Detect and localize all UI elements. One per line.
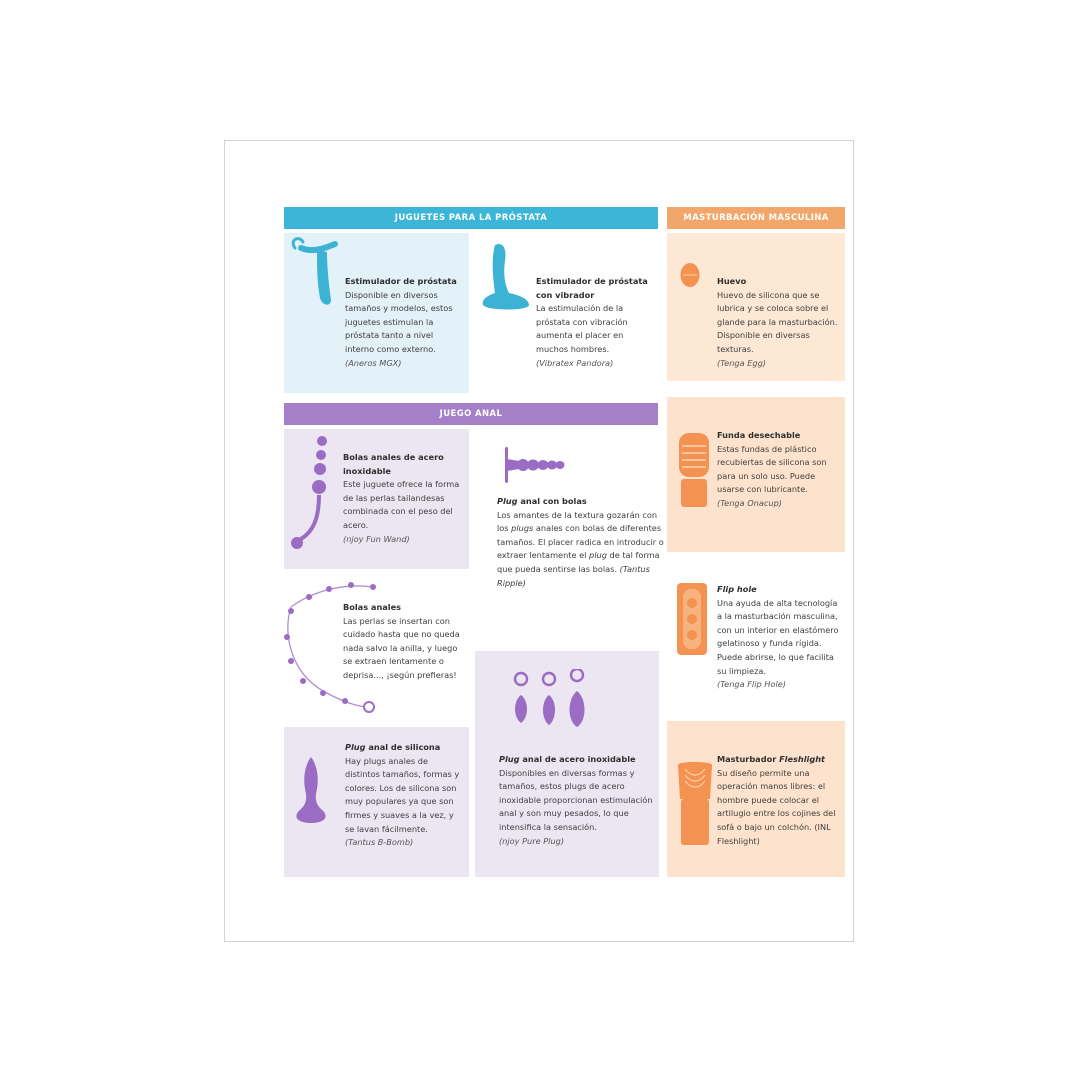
vibrating-prostate-stimulator-source: (Vibratex Pandora) xyxy=(536,357,614,368)
beaded-plug-title: Plug anal con bolas xyxy=(497,496,587,506)
fleshlight-body: Su diseño permite una operación manos libres: el hombre puede colocar el artilugio entre los cojines del sofá o bajo un colchón. xyxy=(717,767,836,832)
anal-play-header: JUEGO ANAL xyxy=(284,403,658,425)
silicone-plug-source: (Tantus B-Bomb) xyxy=(345,837,414,848)
fleshlight-icon xyxy=(675,759,715,849)
steel-plugs-icon xyxy=(509,669,599,731)
sleeve-body: Estas fundas de plástico recubiertas de silicona son para un solo uso. Puede usarse con lubricante. xyxy=(717,443,827,495)
silicone-plug-icon xyxy=(291,755,331,827)
beaded-plug-source: (Tantus Ripple) xyxy=(497,563,650,588)
flip-hole-source: (Tenga Flip Hole) xyxy=(717,679,786,690)
fleshlight-source: (INL Fleshlight) xyxy=(717,821,831,846)
anal-beads-text xyxy=(343,601,469,683)
anal-beads-body: Las perlas se insertan con cuidado hasta que no queda nada salvo la anilla, y luego se extraen lentamente o deprisa..., ¡según prefieras! xyxy=(343,615,460,680)
egg-body: Huevo de silicona que se lubrica y se coloca sobre el glande para la masturbación. Disponible en diversas texturas. xyxy=(717,289,838,354)
prostate-toys-header: JUGUETES PARA LA PRÓSTATA xyxy=(284,207,658,229)
flip-hole-icon xyxy=(675,581,709,657)
flip-hole-title: Flip hole xyxy=(717,584,757,594)
prostate-stimulator-text xyxy=(345,275,463,370)
vibrating-prostate-stimulator-text xyxy=(536,275,654,370)
vibrating-prostate-stimulator-icon xyxy=(479,239,533,315)
prostate-stimulator-body: Disponible en diversos tamaños y modelos, estos juguetes estimulan la próstata tanto a nivel interno como externo. xyxy=(345,289,453,354)
steel-plugs-title: Plug anal de acero inoxidable xyxy=(499,754,636,764)
silicone-plug-title: Plug anal de silicona xyxy=(345,742,441,752)
vibrating-prostate-stimulator-title: Estimulador de próstata con vibrador xyxy=(536,276,648,300)
vibrating-prostate-stimulator-body: La estimulación de la próstata con vibración aumenta el placer en muchos hombres. xyxy=(536,303,628,354)
egg-text xyxy=(717,275,839,370)
fleshlight-title: Masturbador Fleshlight xyxy=(717,754,825,764)
prostate-stimulator-source: (Aneros MGX) xyxy=(345,357,402,368)
sleeve-source: (Tenga Onacup) xyxy=(717,497,782,508)
flip-hole-text xyxy=(717,583,839,692)
beaded-plug-icon xyxy=(497,445,569,485)
sleeve-title: Funda desechable xyxy=(717,430,801,440)
disposable-sleeve-icon xyxy=(675,431,713,511)
steel-beads-body: Este juguete ofrece la forma de las perlas tailandesas combinada con el peso del acero. xyxy=(343,479,460,530)
egg-icon xyxy=(679,261,701,289)
silicone-plug-text xyxy=(345,741,465,850)
steel-beads-title: Bolas anales de acero inoxidable xyxy=(343,452,444,476)
silicone-plug-body: Hay plugs anales de distintos tamaños, formas y colores. Los de silicona son muy populares ya que son firmes y suaves a la vez, y se lavan fácilmente. xyxy=(345,755,460,834)
beaded-plug-body: Los amantes de la textura gozarán con los plugs anales con bolas de diferentes tamaños. El placer radica en introducir o extraer lentamente el plug de tal forma que pueda sentirse las bolas. (Tantus Ripple) xyxy=(497,509,664,588)
steel-anal-beads-icon xyxy=(289,435,333,553)
steel-beads-source: (njoy Fun Wand) xyxy=(343,533,410,544)
sleeve-text xyxy=(717,429,839,511)
beaded-plug-text xyxy=(497,495,667,590)
steel-beads-text xyxy=(343,451,465,546)
steel-plugs-body: Disponibles en diversas formas y tamaños, estos plugs de acero inoxidable proporcionan estimulación anal y son muy pesados, lo que intensifica la sensación. xyxy=(499,767,653,832)
anal-beads-title: Bolas anales xyxy=(343,602,402,612)
egg-source: (Tenga Egg) xyxy=(717,357,766,368)
fleshlight-text xyxy=(717,753,839,848)
book-page xyxy=(224,140,854,942)
steel-plugs-text xyxy=(499,753,659,848)
prostate-stimulator-title: Estimulador de próstata xyxy=(345,276,457,286)
steel-plugs-source: (njoy Pure Plug) xyxy=(499,835,565,846)
male-masturbation-header: MASTURBACIÓN MASCULINA xyxy=(667,207,845,229)
flip-hole-body: Una ayuda de alta tecnología a la masturbación masculina, con un interior en elastómero gelatinoso y funda rígida. Puede abrirse, lo que facilita su limpieza. xyxy=(717,597,839,676)
egg-title: Huevo xyxy=(717,276,747,286)
prostate-stimulator-icon xyxy=(287,236,341,312)
